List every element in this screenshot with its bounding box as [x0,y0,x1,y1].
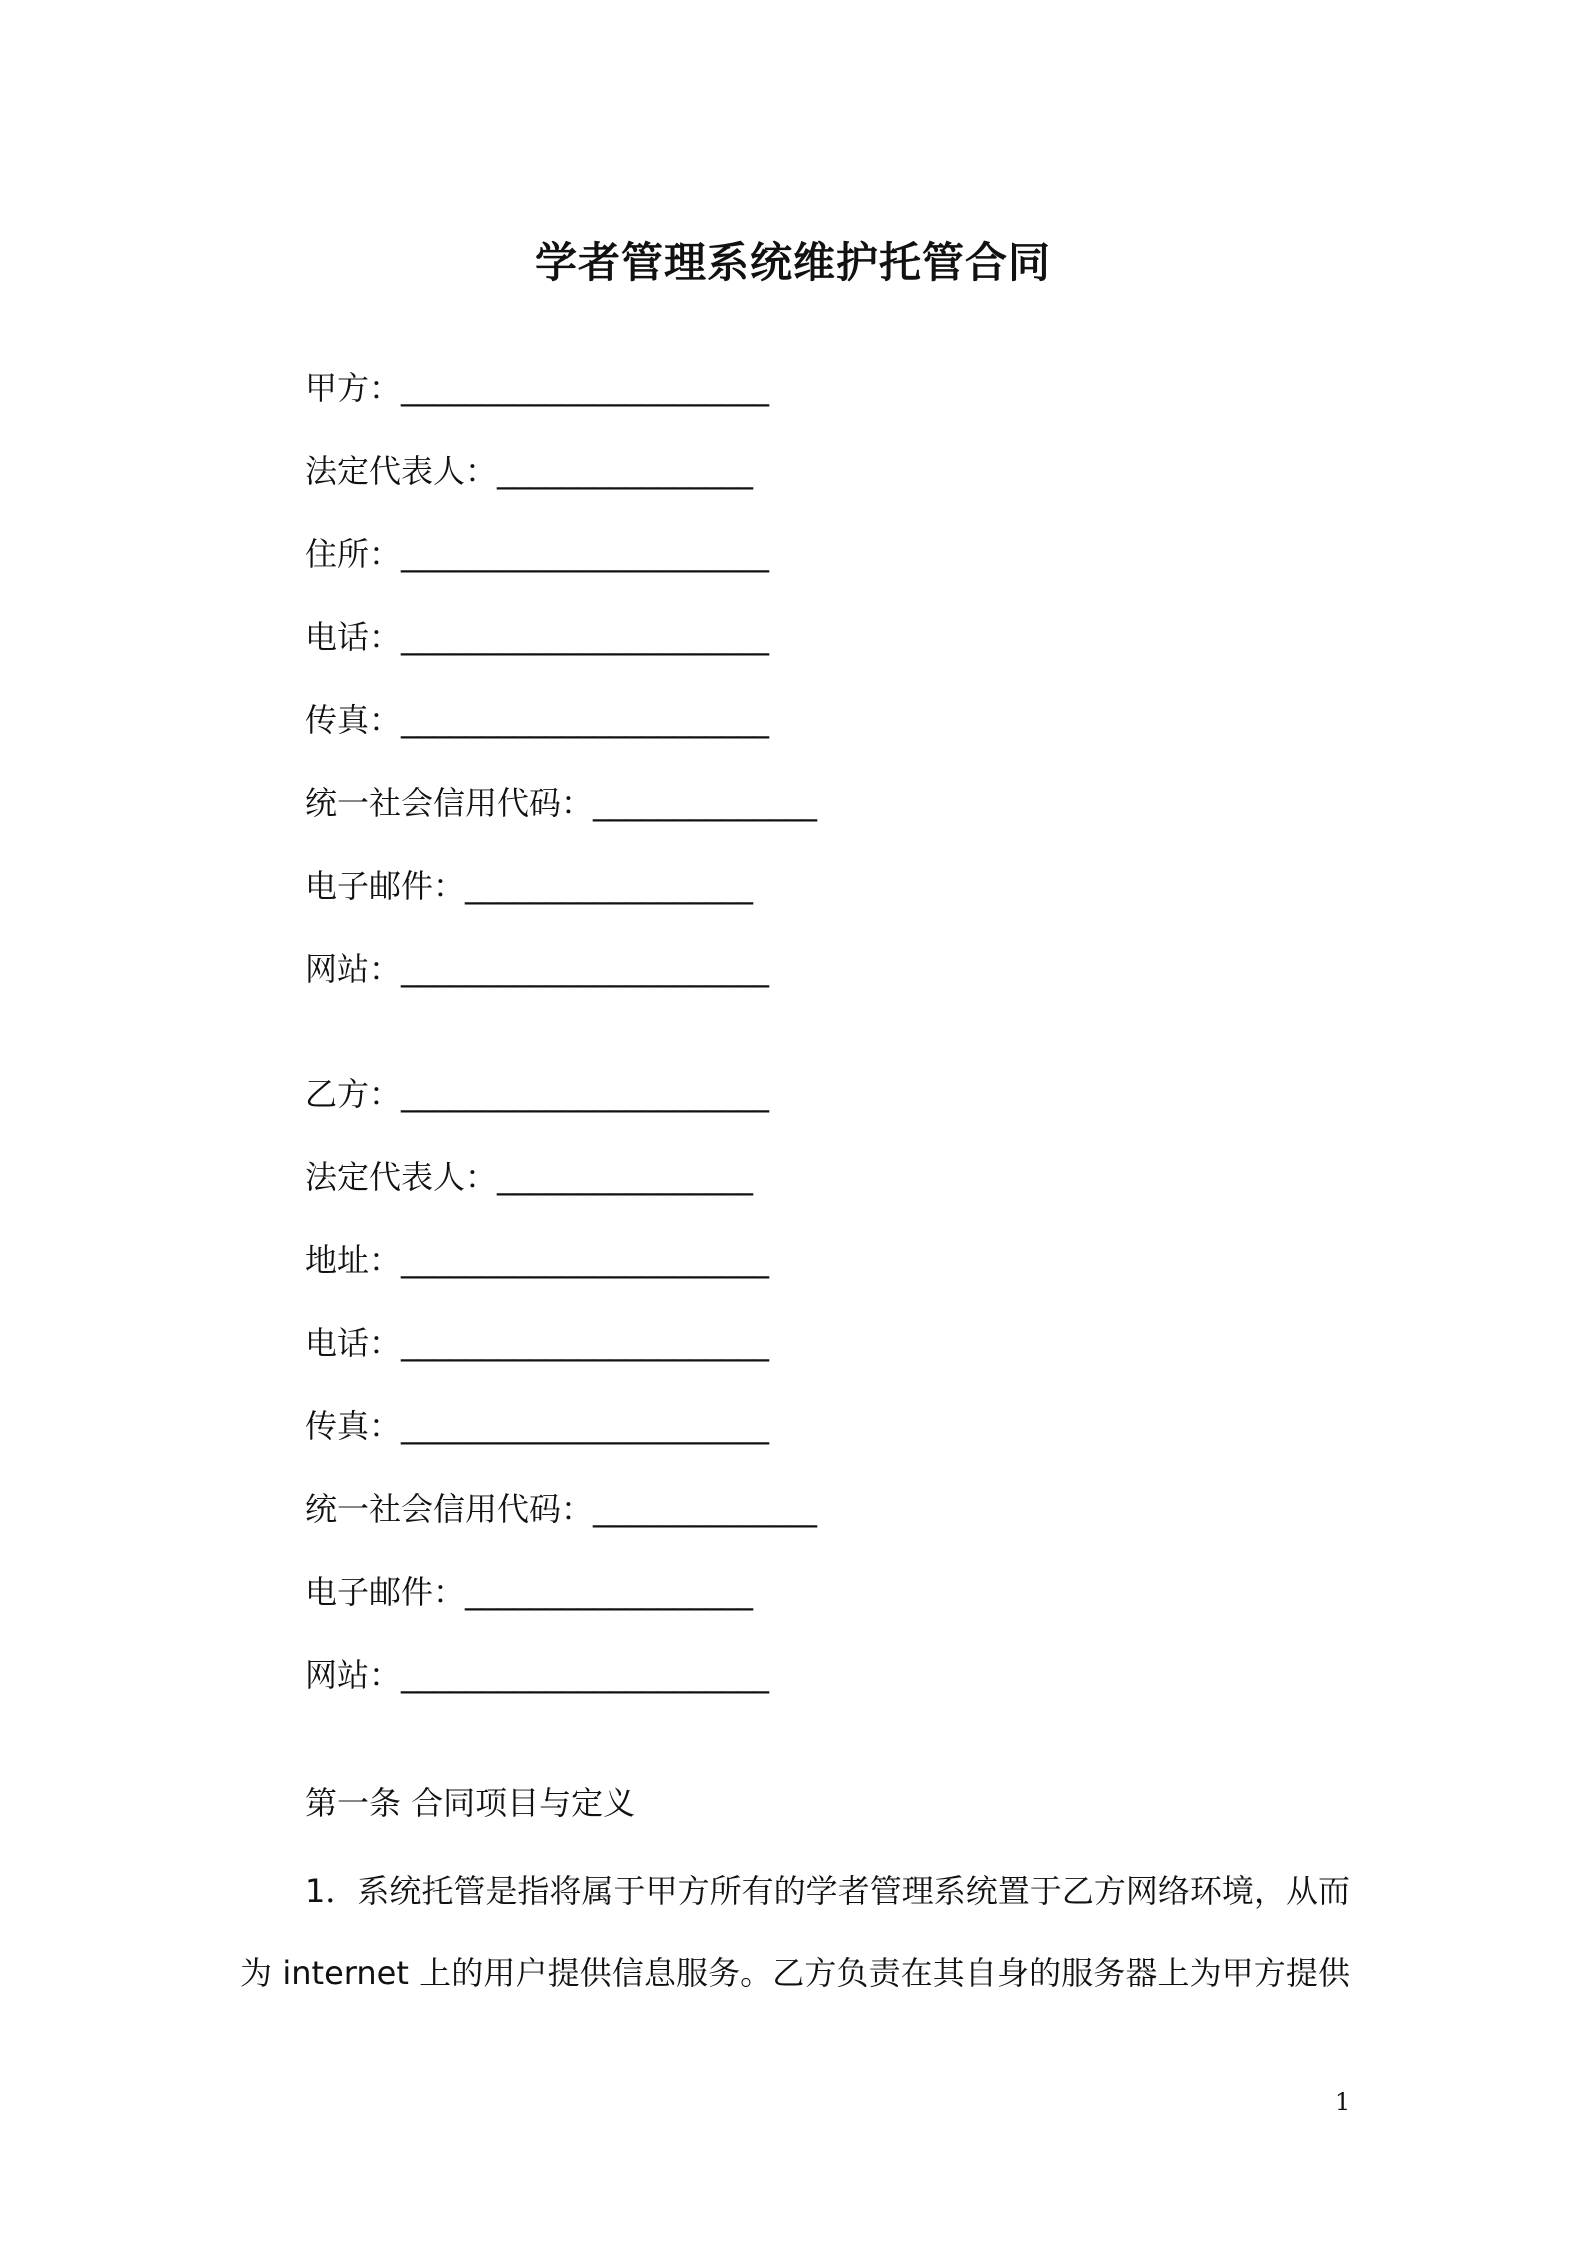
field-label: 网站： [305,1656,402,1694]
field-label: 甲方： [305,369,402,407]
section-heading: 第一条 合同项目与定义 [305,1784,636,1822]
field-blank: _______________________ [401,950,770,988]
field-blank: _______________________ [401,1656,770,1694]
field-label: 电话： [305,1324,402,1362]
field-blank: ______________ [593,1490,818,1528]
field-label: 法定代表人： [305,452,498,490]
document-title: 学者管理系统维护托管合同 [534,238,1051,287]
field-label: 传真： [305,1407,402,1445]
field-label: 电话： [305,618,402,656]
field-blank: ________________ [497,452,754,490]
field-label: 法定代表人： [305,1158,498,1196]
field-blank: ______________ [593,784,818,822]
party-b-website-field [305,1655,769,1695]
party-b-legal-rep-field [305,1157,753,1197]
party-a-residence-field [305,534,769,574]
field-label: 电子邮件： [305,1573,466,1611]
field-blank: _______________________ [401,1407,770,1445]
field-blank: _______________________ [401,1075,770,1113]
party-a-legal-rep-field [305,451,753,491]
field-blank: _______________________ [401,369,770,407]
field-blank: _______________________ [401,1241,770,1279]
paragraph-line: 为 internet 上的用户提供信息服务。乙方负责在其自身的服务器上为甲方提供 [240,1954,1350,1992]
party-b-credit-code-field [305,1489,817,1529]
party-b-email-field [305,1572,753,1612]
field-blank: __________________ [465,867,754,905]
field-label: 乙方： [305,1075,402,1113]
field-blank: ________________ [497,1158,754,1196]
field-label: 住所： [305,535,402,573]
field-blank: _______________________ [401,1324,770,1362]
field-label: 统一社会信用代码： [305,1490,594,1528]
field-blank: _______________________ [401,618,770,656]
party-a-website-field [305,949,769,989]
paragraph-line: 1．系统托管是指将属于甲方所有的学者管理系统置于乙方网络环境，从而 [305,1872,1350,1910]
field-blank: _______________________ [401,701,770,739]
field-blank: _______________________ [401,535,770,573]
party-a-email-field [305,866,753,906]
field-label: 统一社会信用代码： [305,784,594,822]
party-b-address-field [305,1240,769,1280]
party-b-fax-field [305,1406,769,1446]
field-label: 地址： [305,1241,402,1279]
party-a-name-field [305,368,769,408]
party-b-phone-field [305,1323,769,1363]
field-label: 传真： [305,701,402,739]
page-number: 1 [1335,2088,1351,2116]
field-label: 电子邮件： [305,867,466,905]
field-blank: __________________ [465,1573,754,1611]
party-a-phone-field [305,617,769,657]
field-label: 网站： [305,950,402,988]
party-a-credit-code-field [305,783,817,823]
party-a-fax-field [305,700,769,740]
party-b-name-field [305,1074,769,1114]
